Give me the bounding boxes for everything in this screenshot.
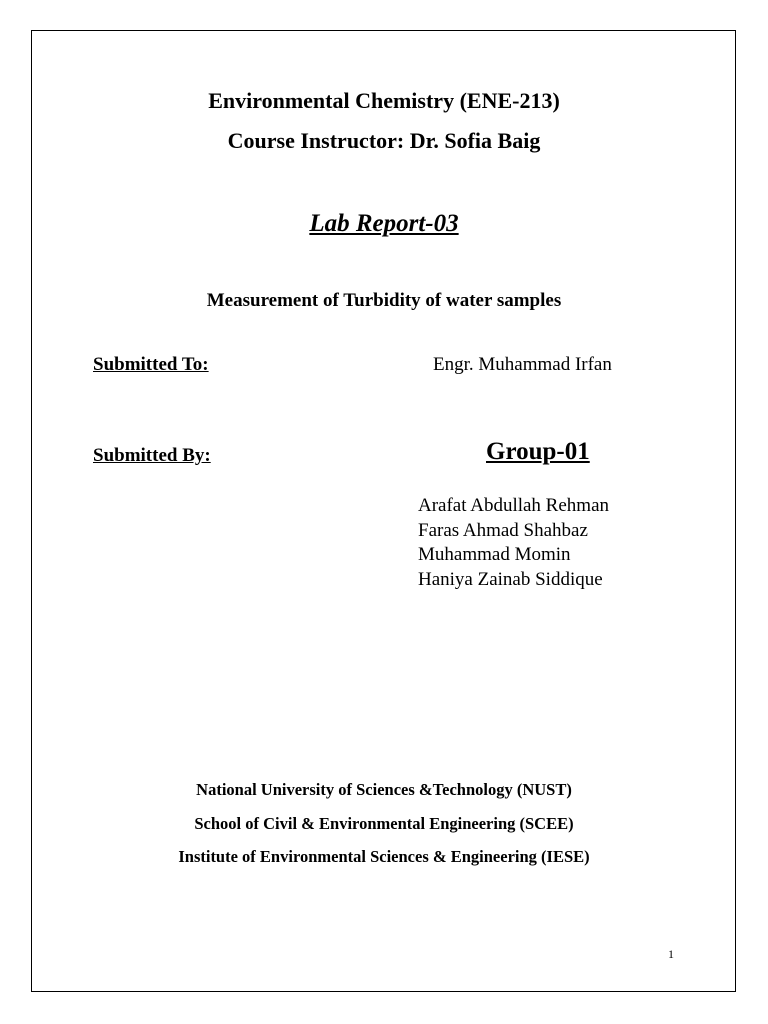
course-title: Environmental Chemistry (ENE-213) bbox=[208, 88, 560, 113]
institute-name: Institute of Environmental Sciences & Engineering (IESE) bbox=[178, 847, 590, 866]
report-subject: Measurement of Turbidity of water samples bbox=[206, 290, 562, 311]
group-members-list bbox=[418, 494, 609, 592]
group-member: Haniya Zainab Siddique bbox=[418, 568, 603, 590]
university-name: National University of Sciences &Technology (NUST) bbox=[196, 780, 572, 799]
group-member: Faras Ahmad Shahbaz bbox=[418, 519, 588, 541]
report-title: Lab Report-03 bbox=[309, 210, 459, 237]
submitted-to-label: Submitted To: bbox=[93, 354, 209, 375]
group-member: Muhammad Momin bbox=[418, 544, 571, 565]
group-member: Arafat Abdullah Rehman bbox=[418, 495, 610, 516]
submitted-to-value: Engr. Muhammad Irfan bbox=[433, 354, 612, 375]
page-number: 1 bbox=[668, 947, 674, 961]
submitted-by-label: Submitted By: bbox=[93, 445, 211, 466]
school-name: School of Civil & Environmental Engineering (SCEE) bbox=[194, 814, 574, 833]
course-instructor: Course Instructor: Dr. Sofia Baig bbox=[227, 128, 541, 153]
group-name: Group-01 bbox=[486, 438, 590, 465]
